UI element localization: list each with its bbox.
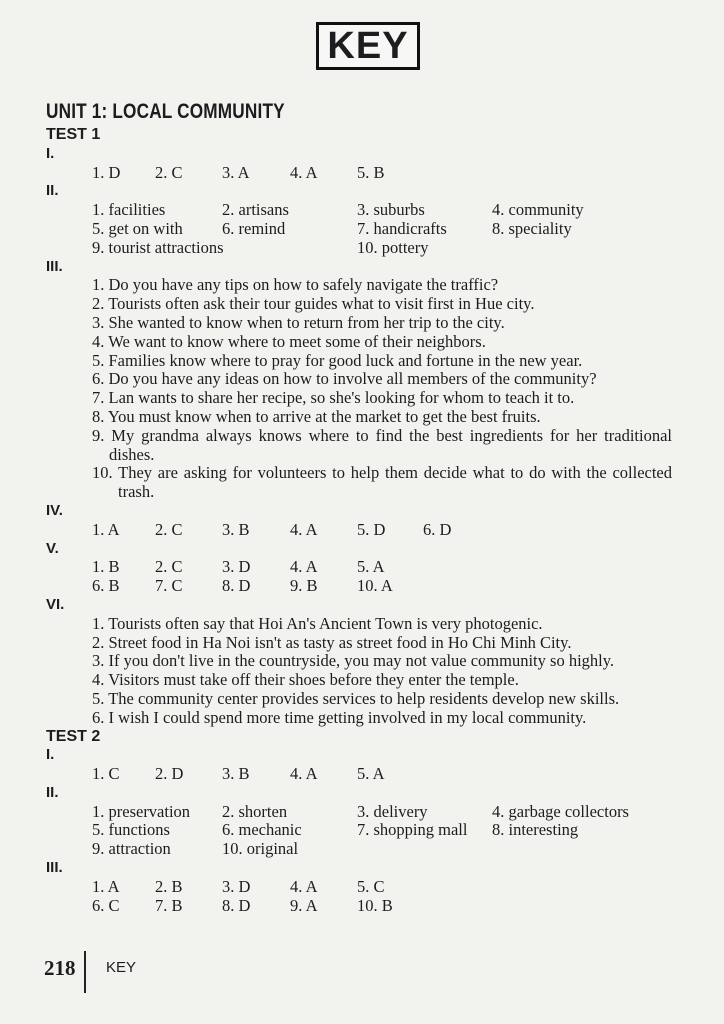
answer-cell: 9. A [290, 895, 318, 915]
answer-row [46, 521, 672, 540]
answer-cell: 1. facilities [92, 200, 166, 220]
answer-sentence [46, 671, 672, 690]
answer-cell: 6. C [92, 895, 120, 915]
answer-cell: 10. original [222, 839, 299, 859]
answer-row [46, 821, 672, 840]
sentence-text: 4. We want to know where to meet some of their neighbors. [92, 331, 486, 351]
answer-cell: 2. artisans [222, 200, 289, 220]
answer-cell: 10. pottery [357, 237, 429, 257]
answer-cell: 2. B [155, 876, 183, 896]
answer-row [46, 201, 672, 220]
answer-cell: 8. speciality [492, 218, 572, 238]
answer-cell: 6. remind [222, 218, 286, 238]
answer-row [46, 897, 672, 916]
answer-sentence [46, 634, 672, 653]
answer-cell: 8. interesting [492, 820, 579, 840]
answer-cell: 7. B [155, 895, 183, 915]
answer-cell: 1. A [92, 519, 120, 539]
answer-cell: 8. D [222, 895, 251, 915]
answer-cell: 5. A [357, 764, 385, 784]
answer-cell: 2. C [155, 162, 183, 182]
section-label: II. [46, 182, 59, 200]
section-label: VI. [46, 595, 65, 613]
section-label: I. [46, 144, 55, 162]
unit-title: UNIT 1: LOCAL COMMUNITY [46, 100, 285, 123]
answer-cell: 3. B [222, 764, 250, 784]
answer-sentence [46, 370, 672, 389]
answer-cell: 2. shorten [222, 801, 288, 821]
answer-cell: 1. A [92, 876, 120, 896]
answer-cell: 4. garbage collectors [492, 801, 629, 821]
sentence-text: 3. She wanted to know when to return from her trip to the city. [92, 312, 505, 332]
sentence-text: 3. If you don't live in the countryside, you may not value community so highly. [92, 651, 615, 671]
answer-cell: 5. C [357, 876, 385, 896]
answer-cell: 7. shopping mall [357, 820, 468, 840]
answer-row [46, 239, 672, 258]
sentence-text: 6. I wish I could spend more time getting involved in my local community. [92, 707, 587, 727]
answer-sentence [46, 427, 672, 465]
answer-sentence [46, 295, 672, 314]
answer-cell: 7. C [155, 576, 183, 596]
answer-cell: 5. A [357, 557, 385, 577]
sentence-text: 2. Street food in Ha Noi isn't as tasty as street food in Ho Chi Minh City. [92, 632, 572, 652]
footer-label: KEY [106, 959, 137, 976]
answer-row [46, 765, 672, 784]
answer-sentence [46, 615, 672, 634]
sentence-text: 10. They are asking for volunteers to help them decide what to do with the collected trash. [92, 463, 672, 502]
answer-cell: 5. D [357, 519, 386, 539]
answer-cell: 2. C [155, 519, 183, 539]
answer-cell: 2. D [155, 764, 184, 784]
sentence-text: 1. Do you have any tips on how to safely navigate the traffic? [92, 275, 499, 295]
section-label: I. [46, 746, 55, 764]
answer-sentence [46, 333, 672, 352]
sentence-text: 7. Lan wants to share her recipe, so she's looking for whom to teach it to. [92, 388, 575, 408]
answer-cell: 6. D [423, 519, 452, 539]
section-label: V. [46, 539, 59, 557]
answer-sentence [46, 464, 672, 502]
answer-key-content [46, 126, 672, 915]
answer-row [46, 164, 672, 183]
answer-row [46, 577, 672, 596]
answer-cell: 10. B [357, 895, 393, 915]
answer-cell: 5. B [357, 162, 385, 182]
answer-cell: 5. get on with [92, 218, 183, 238]
answer-cell: 4. A [290, 519, 318, 539]
answer-sentence [46, 314, 672, 333]
sentence-text: 2. Tourists often ask their tour guides what to visit first in Hue city. [92, 294, 535, 314]
answer-cell: 1. C [92, 764, 120, 784]
answer-row [46, 878, 672, 897]
answer-sentence [46, 690, 672, 709]
answer-row [46, 558, 672, 577]
answer-cell: 5. functions [92, 820, 170, 840]
answer-sentence [46, 389, 672, 408]
answer-cell: 6. B [92, 576, 120, 596]
test-heading: TEST 1 [46, 126, 101, 143]
sentence-text: 5. Families know where to pray for good luck and fortune in the new year. [92, 350, 583, 370]
section-label: II. [46, 783, 59, 801]
answer-cell: 2. C [155, 557, 183, 577]
answer-cell: 6. mechanic [222, 820, 302, 840]
answer-row [46, 220, 672, 239]
answer-row [46, 803, 672, 822]
answer-sentence [46, 276, 672, 295]
test-heading: TEST 2 [46, 727, 101, 745]
answer-cell: 3. suburbs [357, 200, 425, 220]
answer-cell: 1. B [92, 557, 120, 577]
sentence-text: 1. Tourists often say that Hoi An's Ancient Town is very photogenic. [92, 613, 543, 633]
section-label: III. [46, 859, 63, 877]
answer-cell: 9. attraction [92, 839, 171, 859]
answer-sentence [46, 652, 672, 671]
page-number: 218 [44, 956, 76, 980]
answer-cell: 4. A [290, 876, 318, 896]
answer-cell: 4. A [290, 764, 318, 784]
answer-cell: 8. D [222, 576, 251, 596]
answer-cell: 9. tourist attractions [92, 237, 224, 257]
section-label: III. [46, 257, 63, 275]
answer-cell: 1. preservation [92, 801, 191, 821]
key-title: KEY [316, 22, 420, 70]
sentence-text: 8. You must know when to arrive at the market to get the best fruits. [92, 406, 541, 426]
answer-cell: 10. A [357, 576, 393, 596]
answer-cell: 3. B [222, 519, 250, 539]
answer-sentence [46, 408, 672, 427]
sentence-text: 5. The community center provides services to help residents develop new skills. [92, 688, 620, 708]
answer-cell: 9. B [290, 576, 318, 596]
answer-cell: 3. A [222, 162, 250, 182]
answer-cell: 4. A [290, 162, 318, 182]
sentence-text: 4. Visitors must take off their shoes before they enter the temple. [92, 670, 519, 690]
answer-sentence [46, 709, 672, 728]
answer-cell: 7. handicrafts [357, 218, 447, 238]
answer-cell: 3. delivery [357, 801, 428, 821]
sentence-text: 6. Do you have any ideas on how to involve all members of the community? [92, 369, 597, 389]
answer-sentence [46, 352, 672, 371]
answer-row [46, 840, 672, 859]
answer-cell: 1. D [92, 162, 121, 182]
sentence-text: 9. My grandma always knows where to find the best ingredients for her traditional dishes. [92, 425, 672, 464]
answer-cell: 3. D [222, 557, 251, 577]
section-label: IV. [46, 501, 63, 519]
footer-divider [84, 951, 86, 993]
answer-cell: 4. community [492, 200, 584, 220]
answer-cell: 4. A [290, 557, 318, 577]
answer-cell: 3. D [222, 876, 251, 896]
